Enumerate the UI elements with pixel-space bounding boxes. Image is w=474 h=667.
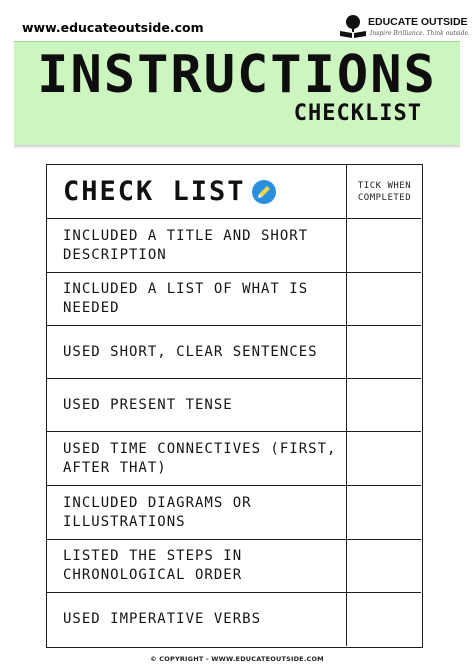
book-tree-icon	[338, 14, 368, 40]
copyright-footer: © COPYRIGHT - WWW.EDUCATEOUTSIDE.COM	[150, 655, 324, 663]
checklist-table	[46, 164, 423, 648]
table-heading: CHECK LIST	[63, 176, 246, 207]
checklist-item-text: INCLUDED DIAGRAMS OR ILLUSTRATIONS	[63, 494, 252, 530]
checklist-item-text: USED SHORT, CLEAR SENTENCES	[63, 343, 318, 360]
page-title: INSTRUCTIONS	[37, 45, 437, 105]
tick-box[interactable]	[348, 219, 421, 272]
site-url[interactable]: www.educateoutside.com	[22, 20, 204, 35]
table-heading-cell	[47, 165, 347, 218]
header-band	[14, 41, 460, 145]
tick-box[interactable]	[348, 432, 421, 485]
tick-when-completed-header: TICK WHEN COMPLETED	[357, 180, 412, 203]
table-row	[47, 379, 421, 432]
tick-box[interactable]	[348, 326, 421, 378]
table-row	[47, 432, 421, 486]
checklist-item-text: INCLUDED A TITLE AND SHORT DESCRIPTION	[63, 227, 309, 263]
tick-box[interactable]	[348, 273, 421, 325]
table-row	[47, 486, 421, 540]
table-header-row	[47, 165, 421, 219]
tick-box[interactable]	[348, 486, 421, 539]
header-shadow	[14, 145, 460, 149]
brand-logo	[338, 12, 472, 42]
table-row	[47, 273, 421, 326]
table-row	[47, 593, 421, 646]
table-row	[47, 326, 421, 379]
checklist-item-text: INCLUDED A LIST OF WHAT IS NEEDED	[63, 281, 309, 316]
tick-box[interactable]	[348, 540, 421, 592]
checklist-item-text: USED IMPERATIVE VERBS	[63, 611, 262, 627]
brand-tagline: Inspire Brilliance. Think outside.	[370, 30, 470, 37]
pencil-icon	[252, 180, 276, 204]
checklist-item-text: USED TIME CONNECTIVES (FIRST, AFTER THAT)	[63, 440, 337, 476]
checklist-item-text: USED PRESENT TENSE	[63, 396, 233, 413]
table-row	[47, 540, 421, 593]
brand-name: EDUCATE OUTSIDE	[368, 16, 468, 28]
tick-box[interactable]	[348, 379, 421, 431]
page-subtitle: CHECKLIST	[293, 101, 422, 126]
checklist-item-text: LISTED THE STEPS IN CHRONOLOGICAL ORDER	[63, 548, 243, 583]
table-row	[47, 219, 421, 273]
tick-box[interactable]	[348, 593, 421, 646]
